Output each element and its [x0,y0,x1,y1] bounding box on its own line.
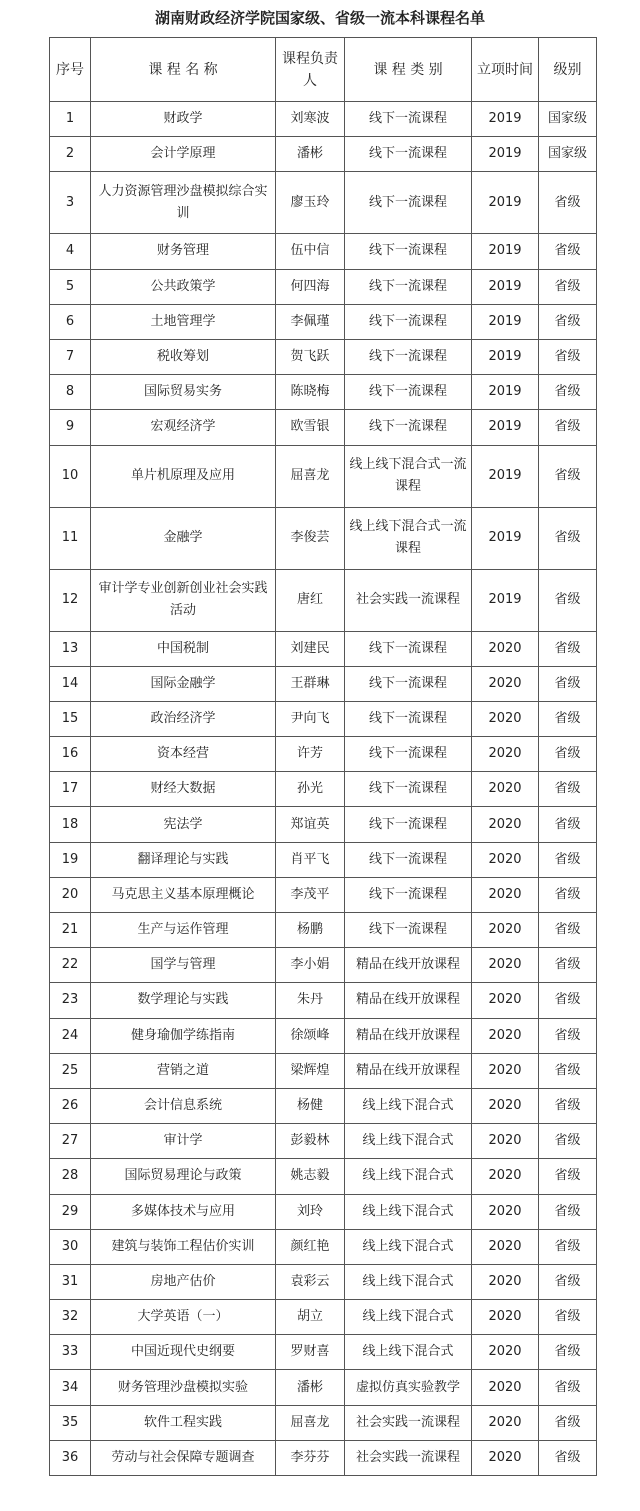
row-index: 34 [50,1370,91,1405]
table-row [50,102,597,137]
course-category: 线上线下混合式 [345,1194,472,1229]
course-name: 健身瑜伽学练指南 [91,1018,276,1053]
row-index: 19 [50,842,91,877]
row-index: 6 [50,304,91,339]
course-name: 国际贸易理论与政策 [91,1159,276,1194]
course-name: 财政学 [91,102,276,137]
course-lead: 袁彩云 [276,1264,345,1299]
course-year: 2020 [472,1335,539,1370]
course-level: 省级 [539,1440,597,1475]
course-name: 国学与管理 [91,948,276,983]
course-name: 资本经营 [91,737,276,772]
course-year: 2020 [472,948,539,983]
table-row [50,1018,597,1053]
course-table [49,37,597,1476]
course-name: 软件工程实践 [91,1405,276,1440]
course-category: 精品在线开放课程 [345,983,472,1018]
course-category: 线下一流课程 [345,234,472,269]
table-row [50,666,597,701]
course-year: 2020 [472,1159,539,1194]
row-index: 9 [50,410,91,445]
course-year: 2020 [472,1053,539,1088]
course-lead: 罗财喜 [276,1335,345,1370]
course-year: 2019 [472,569,539,631]
course-lead: 欧雪银 [276,410,345,445]
course-name: 财经大数据 [91,772,276,807]
table-row [50,269,597,304]
course-year: 2019 [472,304,539,339]
course-category: 精品在线开放课程 [345,1018,472,1053]
course-level: 省级 [539,666,597,701]
table-row [50,507,597,569]
course-lead: 胡立 [276,1300,345,1335]
course-lead: 屈喜龙 [276,1405,345,1440]
course-category: 线上线下混合式一流课程 [345,507,472,569]
row-index: 14 [50,666,91,701]
course-level: 省级 [539,507,597,569]
row-index: 7 [50,339,91,374]
course-name: 单片机原理及应用 [91,445,276,507]
course-year: 2020 [472,1440,539,1475]
course-name: 建筑与装饰工程估价实训 [91,1229,276,1264]
course-level: 省级 [539,1405,597,1440]
row-index: 22 [50,948,91,983]
course-year: 2020 [472,1018,539,1053]
row-index: 33 [50,1335,91,1370]
course-lead: 廖玉玲 [276,172,345,234]
row-index: 17 [50,772,91,807]
course-level: 省级 [539,1124,597,1159]
course-name: 中国近现代史纲要 [91,1335,276,1370]
course-year: 2020 [472,1124,539,1159]
course-year: 2020 [472,1229,539,1264]
table-row [50,842,597,877]
course-year: 2020 [472,1370,539,1405]
table-header-row [50,38,597,102]
table-row [50,569,597,631]
row-index: 3 [50,172,91,234]
course-year: 2019 [472,234,539,269]
course-year: 2019 [472,269,539,304]
course-level: 省级 [539,375,597,410]
course-name: 大学英语（一） [91,1300,276,1335]
course-lead: 李芬芬 [276,1440,345,1475]
course-lead: 潘彬 [276,137,345,172]
course-name: 房地产估价 [91,1264,276,1299]
course-lead: 陈晓梅 [276,375,345,410]
course-category: 线上线下混合式 [345,1264,472,1299]
table-row [50,375,597,410]
course-lead: 屈喜龙 [276,445,345,507]
course-lead: 肖平飞 [276,842,345,877]
course-level: 省级 [539,807,597,842]
table-row [50,1440,597,1475]
course-year: 2020 [472,701,539,736]
table-row [50,701,597,736]
table-row [50,983,597,1018]
course-year: 2019 [472,445,539,507]
course-year: 2020 [472,1300,539,1335]
course-lead: 刘建民 [276,631,345,666]
course-category: 线下一流课程 [345,631,472,666]
course-level: 省级 [539,842,597,877]
course-category: 虚拟仿真实验教学 [345,1370,472,1405]
course-name: 国际金融学 [91,666,276,701]
table-row [50,1194,597,1229]
course-name: 国际贸易实务 [91,375,276,410]
course-year: 2020 [472,1264,539,1299]
course-lead: 王群琳 [276,666,345,701]
course-name: 财务管理 [91,234,276,269]
course-level: 省级 [539,1300,597,1335]
course-category: 社会实践一流课程 [345,1440,472,1475]
course-level: 国家级 [539,137,597,172]
table-row [50,172,597,234]
table-row [50,1264,597,1299]
course-category: 线下一流课程 [345,410,472,445]
course-year: 2020 [472,913,539,948]
course-year: 2019 [472,172,539,234]
row-index: 12 [50,569,91,631]
course-level: 省级 [539,1335,597,1370]
course-category: 线下一流课程 [345,269,472,304]
course-category: 线下一流课程 [345,339,472,374]
course-category: 线下一流课程 [345,375,472,410]
course-category: 线下一流课程 [345,807,472,842]
row-index: 16 [50,737,91,772]
course-name: 财务管理沙盘模拟实验 [91,1370,276,1405]
row-index: 15 [50,701,91,736]
course-lead: 杨健 [276,1088,345,1123]
course-category: 社会实践一流课程 [345,1405,472,1440]
header-index: 序号 [50,38,91,102]
course-lead: 姚志毅 [276,1159,345,1194]
course-level: 省级 [539,1370,597,1405]
course-name: 多媒体技术与应用 [91,1194,276,1229]
table-row [50,1088,597,1123]
row-index: 8 [50,375,91,410]
course-level: 省级 [539,304,597,339]
row-index: 4 [50,234,91,269]
row-index: 23 [50,983,91,1018]
document-title: 湖南财政经济学院国家级、省级一流本科课程名单 [154,9,485,27]
course-year: 2020 [472,1194,539,1229]
table-row [50,410,597,445]
table-row [50,304,597,339]
table-row [50,1300,597,1335]
course-level: 省级 [539,1229,597,1264]
course-year: 2020 [472,772,539,807]
course-name: 公共政策学 [91,269,276,304]
course-category: 线上线下混合式 [345,1159,472,1194]
course-year: 2020 [472,1088,539,1123]
course-lead: 李小娟 [276,948,345,983]
course-lead: 颜红艳 [276,1229,345,1264]
course-name: 翻译理论与实践 [91,842,276,877]
row-index: 32 [50,1300,91,1335]
course-year: 2020 [472,666,539,701]
table-body [50,102,597,1476]
course-name: 宪法学 [91,807,276,842]
course-category: 线下一流课程 [345,842,472,877]
course-year: 2020 [472,737,539,772]
course-lead: 何四海 [276,269,345,304]
course-name: 生产与运作管理 [91,913,276,948]
course-lead: 梁辉煌 [276,1053,345,1088]
course-level: 省级 [539,410,597,445]
row-index: 35 [50,1405,91,1440]
course-level: 省级 [539,339,597,374]
course-name: 人力资源管理沙盘模拟综合实训 [91,172,276,234]
course-level: 省级 [539,1194,597,1229]
course-lead: 李佩瑾 [276,304,345,339]
course-category: 社会实践一流课程 [345,569,472,631]
course-category: 线下一流课程 [345,772,472,807]
row-index: 20 [50,877,91,912]
course-lead: 李茂平 [276,877,345,912]
course-name: 税收筹划 [91,339,276,374]
course-category: 线上线下混合式 [345,1124,472,1159]
table-row [50,234,597,269]
course-level: 省级 [539,1018,597,1053]
course-category: 线上线下混合式 [345,1088,472,1123]
row-index: 31 [50,1264,91,1299]
row-index: 36 [50,1440,91,1475]
course-year: 2020 [472,1405,539,1440]
row-index: 27 [50,1124,91,1159]
header-level: 级别 [539,38,597,102]
course-lead: 伍中信 [276,234,345,269]
course-lead: 杨鹏 [276,913,345,948]
header-category: 课 程 类 别 [345,38,472,102]
table-row [50,1405,597,1440]
row-index: 24 [50,1018,91,1053]
course-lead: 徐颂峰 [276,1018,345,1053]
row-index: 25 [50,1053,91,1088]
course-level: 国家级 [539,102,597,137]
course-lead: 许芳 [276,737,345,772]
table-row [50,339,597,374]
course-category: 线下一流课程 [345,102,472,137]
course-category: 精品在线开放课程 [345,1053,472,1088]
table-row [50,737,597,772]
row-index: 13 [50,631,91,666]
table-row [50,1053,597,1088]
course-lead: 朱丹 [276,983,345,1018]
course-year: 2020 [472,842,539,877]
course-level: 省级 [539,948,597,983]
table-row [50,631,597,666]
table-row [50,1159,597,1194]
header-year: 立项时间 [472,38,539,102]
table-row [50,913,597,948]
course-level: 省级 [539,1053,597,1088]
course-name: 土地管理学 [91,304,276,339]
course-level: 省级 [539,877,597,912]
course-level: 省级 [539,234,597,269]
table-row [50,1124,597,1159]
course-level: 省级 [539,772,597,807]
row-index: 1 [50,102,91,137]
course-category: 线下一流课程 [345,172,472,234]
course-category: 线上线下混合式一流课程 [345,445,472,507]
row-index: 28 [50,1159,91,1194]
course-level: 省级 [539,913,597,948]
course-category: 线下一流课程 [345,137,472,172]
header-lead: 课程负责人 [276,38,345,102]
row-index: 26 [50,1088,91,1123]
table-row [50,948,597,983]
course-name: 政治经济学 [91,701,276,736]
table-row [50,1229,597,1264]
row-index: 18 [50,807,91,842]
course-lead: 唐红 [276,569,345,631]
course-year: 2019 [472,102,539,137]
course-category: 线上线下混合式 [345,1300,472,1335]
course-category: 线上线下混合式 [345,1335,472,1370]
course-name: 会计信息系统 [91,1088,276,1123]
course-category: 精品在线开放课程 [345,948,472,983]
course-lead: 贺飞跃 [276,339,345,374]
course-level: 省级 [539,172,597,234]
course-year: 2019 [472,339,539,374]
header-course-name: 课 程 名 称 [91,38,276,102]
course-year: 2020 [472,631,539,666]
row-index: 29 [50,1194,91,1229]
table-row [50,1370,597,1405]
row-index: 2 [50,137,91,172]
course-category: 线下一流课程 [345,701,472,736]
table-row [50,877,597,912]
row-index: 21 [50,913,91,948]
course-name: 劳动与社会保障专题调查 [91,1440,276,1475]
course-year: 2019 [472,375,539,410]
course-level: 省级 [539,1264,597,1299]
table-row [50,445,597,507]
course-name: 营销之道 [91,1053,276,1088]
course-name: 中国税制 [91,631,276,666]
table-row [50,807,597,842]
course-category: 线上线下混合式 [345,1229,472,1264]
course-name: 会计学原理 [91,137,276,172]
row-index: 10 [50,445,91,507]
course-year: 2019 [472,137,539,172]
course-year: 2020 [472,983,539,1018]
course-year: 2020 [472,807,539,842]
course-level: 省级 [539,701,597,736]
course-level: 省级 [539,445,597,507]
course-name: 金融学 [91,507,276,569]
course-level: 省级 [539,1159,597,1194]
course-name: 数学理论与实践 [91,983,276,1018]
course-level: 省级 [539,1088,597,1123]
course-category: 线下一流课程 [345,666,472,701]
course-category: 线下一流课程 [345,913,472,948]
course-name: 审计学 [91,1124,276,1159]
course-category: 线下一流课程 [345,304,472,339]
course-year: 2019 [472,410,539,445]
course-level: 省级 [539,569,597,631]
course-name: 宏观经济学 [91,410,276,445]
course-level: 省级 [539,737,597,772]
course-category: 线下一流课程 [345,877,472,912]
row-index: 11 [50,507,91,569]
course-lead: 郑谊英 [276,807,345,842]
row-index: 30 [50,1229,91,1264]
row-index: 5 [50,269,91,304]
course-lead: 李俊芸 [276,507,345,569]
course-name: 审计学专业创新创业社会实践活动 [91,569,276,631]
course-level: 省级 [539,269,597,304]
course-category: 线下一流课程 [345,737,472,772]
course-lead: 潘彬 [276,1370,345,1405]
table-row [50,137,597,172]
course-lead: 尹向飞 [276,701,345,736]
table-row [50,1335,597,1370]
table-row [50,772,597,807]
course-lead: 刘玲 [276,1194,345,1229]
course-level: 省级 [539,983,597,1018]
course-lead: 孙光 [276,772,345,807]
course-name: 马克思主义基本原理概论 [91,877,276,912]
course-lead: 彭毅林 [276,1124,345,1159]
course-lead: 刘寒波 [276,102,345,137]
course-year: 2019 [472,507,539,569]
course-level: 省级 [539,631,597,666]
course-year: 2020 [472,877,539,912]
